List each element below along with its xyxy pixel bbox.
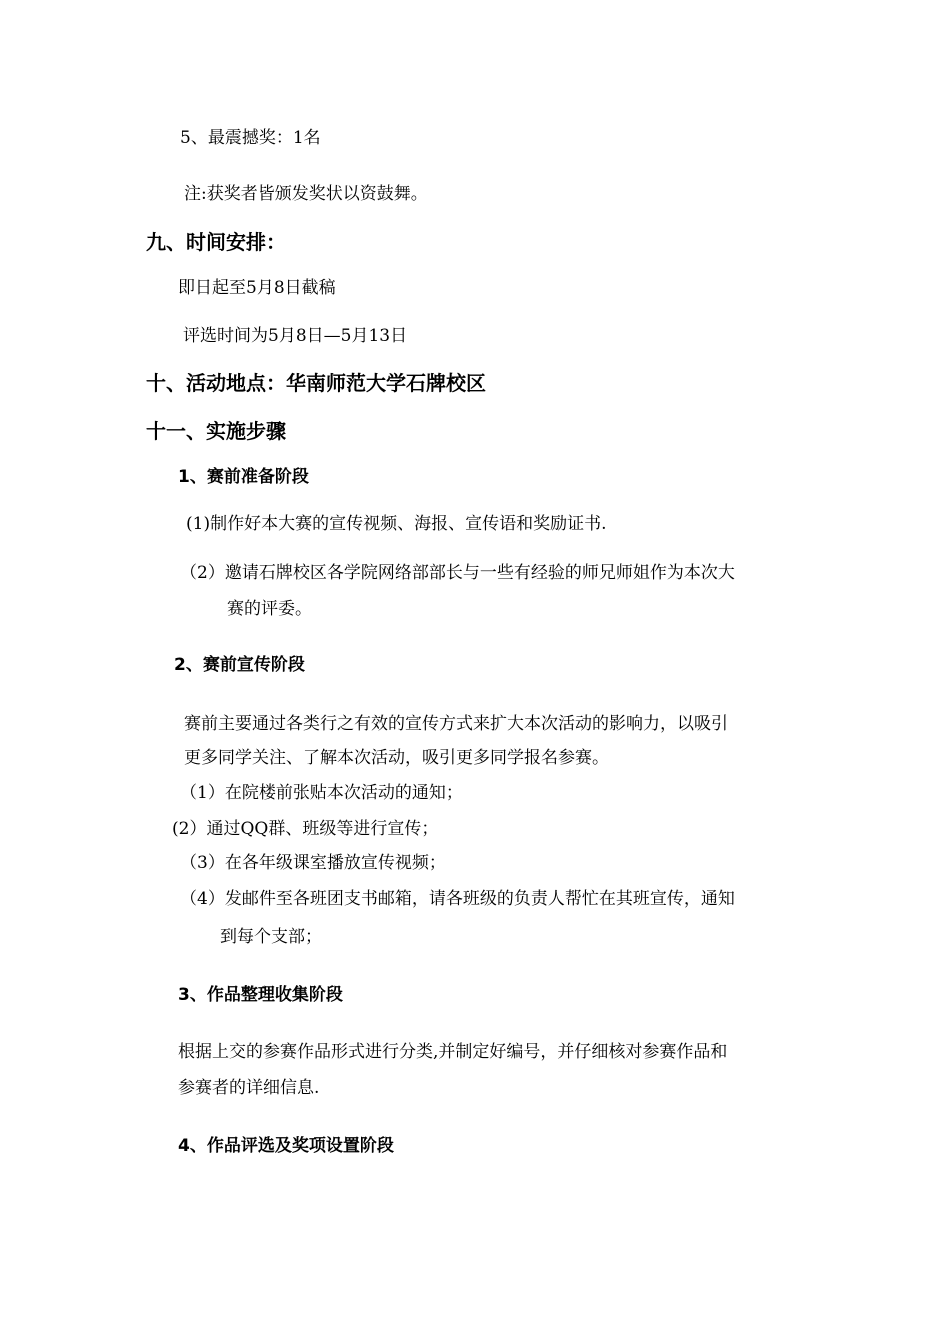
step-2-item-4: （4）发邮件至各班团支书邮箱，请各班级的负责人帮忙在其班宣传，通知 — [180, 889, 735, 909]
step-2-item-4-cont: 到每个支部； — [220, 927, 322, 947]
section-11-heading: 十一、实施步骤 — [146, 419, 286, 443]
schedule-deadline: 即日起至5月8日截稿 — [178, 278, 336, 298]
step-1-item-1: (1)制作好本大赛的宣传视频、海报、宣传语和奖励证书. — [186, 514, 607, 534]
step-2-item-2: (2）通过QQ群、班级等进行宣传； — [172, 819, 439, 839]
step-3-body: 根据上交的参赛作品形式进行分类,并制定好编号，并仔细核对参赛作品和 — [178, 1042, 728, 1062]
step-2-item-3: （3）在各年级课室播放宣传视频； — [180, 853, 446, 873]
step-3-body-cont: 参赛者的详细信息. — [178, 1078, 320, 1098]
step-1-item-2: （2）邀请石牌校区各学院网络部部长与一些有经验的师兄师姐作为本次大 — [180, 563, 735, 583]
section-9-heading: 九、时间安排： — [146, 230, 286, 254]
step-2-intro-cont: 更多同学关注、了解本次活动，吸引更多同学报名参赛。 — [184, 748, 609, 768]
schedule-judging: 评选时间为5月8日—5月13日 — [183, 326, 408, 346]
award-5: 5、最震撼奖：1名 — [180, 128, 321, 148]
step-1-item-2-cont: 赛的评委。 — [227, 599, 312, 619]
award-note: 注:获奖者皆颁发奖状以资鼓舞。 — [184, 184, 428, 204]
section-10-heading: 十、活动地点：华南师范大学石牌校区 — [146, 371, 486, 395]
step-1-title: 1、赛前准备阶段 — [178, 467, 309, 487]
step-4-title: 4、作品评选及奖项设置阶段 — [178, 1136, 394, 1156]
step-2-item-1: （1）在院楼前张贴本次活动的通知； — [180, 783, 463, 803]
step-3-title: 3、作品整理收集阶段 — [178, 985, 343, 1005]
step-2-title: 2、赛前宣传阶段 — [174, 655, 305, 675]
step-2-intro: 赛前主要通过各类行之有效的宣传方式来扩大本次活动的影响力，以吸引 — [184, 714, 728, 734]
